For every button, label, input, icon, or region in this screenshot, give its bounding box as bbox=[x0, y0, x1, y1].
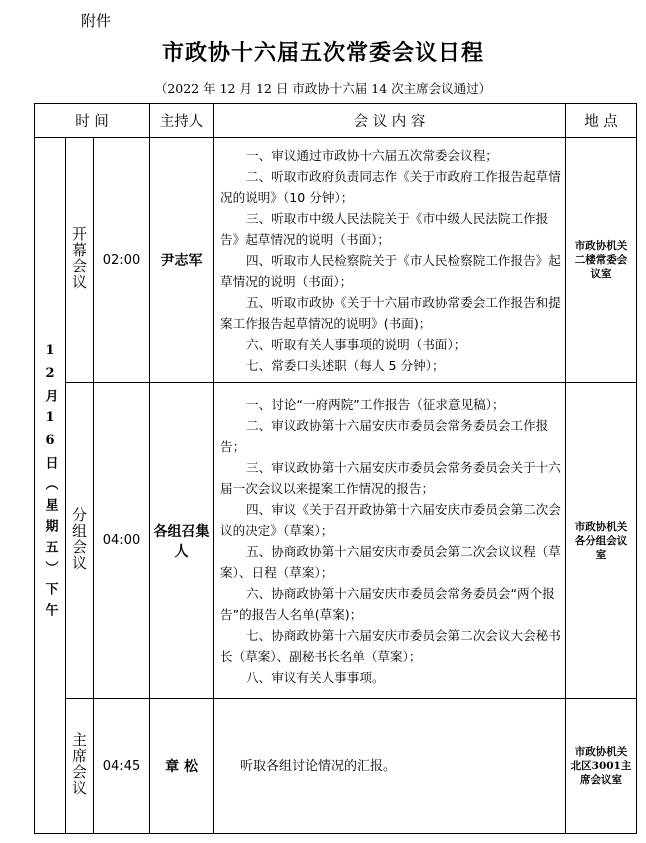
session-content bbox=[214, 699, 566, 834]
header-row bbox=[35, 104, 637, 138]
agenda-item: 二、审议政协第十六届安庆市委员会常务委员会工作报告； bbox=[220, 417, 549, 454]
schedule-table bbox=[34, 103, 637, 834]
agenda-item: 七、协商政协第十六届安庆市委员会第二次会议大会秘书长（草案）、副秘书长名单（草案）； bbox=[220, 627, 561, 664]
agenda-item: 六、听取有关人事事项的说明（书面）； bbox=[246, 336, 467, 352]
session-time: 02:00 bbox=[94, 138, 150, 383]
session-host: 章 松 bbox=[150, 699, 214, 834]
agenda-item: 四、审议《关于召开政协第十六届安庆市委员会第二次会议的决定》（草案）； bbox=[220, 501, 561, 538]
annex-label: 附件 bbox=[81, 12, 112, 30]
agenda-item: 三、审议政协第十六届安庆市委员会常务委员会关于十六届一次会议以来提案工作情况的报告； bbox=[220, 459, 561, 496]
session-host: 尹志军 bbox=[150, 138, 214, 383]
session-place: 市政协机关北区3001主席会议室 bbox=[566, 699, 637, 834]
session-place: 市政协机关二楼常委会议室 bbox=[566, 138, 637, 383]
session-content bbox=[214, 138, 566, 383]
session-place: 市政协机关各分组会议室 bbox=[566, 383, 637, 699]
document-title: 市政协十六届五次常委会议日程 bbox=[161, 40, 484, 66]
document-subtitle: （2022 年 12 月 12 日 市政协十六届 14 次主席会议通过） bbox=[154, 81, 492, 96]
agenda-item: 七、常委口头述职（每人 5 分钟）； bbox=[246, 357, 445, 373]
agenda-item: 四、听取市人民检察院关于《市人民检察院工作报告》起草情况的说明（书面）； bbox=[220, 252, 561, 289]
session-name-cell bbox=[66, 138, 94, 383]
session-content bbox=[214, 383, 566, 699]
agenda-item: 一、讨论“一府两院”工作报告（征求意见稿）； bbox=[246, 396, 505, 412]
agenda-item: 五、协商政协第十六届安庆市委员会第二次会议议程（草案）、日程（草案）； bbox=[220, 543, 561, 580]
session-row-group bbox=[35, 383, 637, 699]
session-name-cell bbox=[66, 699, 94, 834]
session-time: 04:00 bbox=[94, 383, 150, 699]
session-name: 分组会议 bbox=[70, 506, 88, 571]
agenda-item: 五、听取市政协《关于十六届市政协常委会工作报告和提案工作报告起草情况的说明》(书面)； bbox=[220, 294, 561, 331]
agenda-item: 六、协商政协第十六届安庆市委员会常务委员会“两个报告”的报告人名单(草案)； bbox=[220, 585, 555, 622]
header-time: 时 间 bbox=[35, 104, 150, 138]
date-cell bbox=[35, 138, 66, 834]
session-name: 主席会议 bbox=[70, 732, 88, 796]
agenda-item: 八、审议有关人事事项。 bbox=[246, 669, 385, 685]
agenda-item: 二、听取市政府负责同志作《关于市政府工作报告起草情况的说明》（10 分钟）； bbox=[220, 168, 561, 205]
session-name: 开幕会议 bbox=[70, 226, 88, 290]
header-place: 地 点 bbox=[566, 104, 637, 138]
session-name-cell bbox=[66, 383, 94, 699]
header-content: 会 议 内 容 bbox=[214, 104, 566, 138]
session-row-chair bbox=[35, 699, 637, 834]
session-row-opening bbox=[35, 138, 637, 383]
date-text: 12月16日︵星期五︶下午 bbox=[42, 343, 58, 624]
agenda-item: 一、审议通过市政协十六届五次常委会议程； bbox=[246, 147, 498, 163]
agenda-item: 听取各组讨论情况的汇报。 bbox=[240, 758, 397, 774]
session-time: 04:45 bbox=[94, 699, 150, 834]
header-host: 主持人 bbox=[150, 104, 214, 138]
agenda-item: 三、听取市中级人民法院关于《市中级人民法院工作报告》起草情况的说明（书面）； bbox=[220, 210, 549, 247]
session-host: 各组召集人 bbox=[150, 383, 214, 699]
